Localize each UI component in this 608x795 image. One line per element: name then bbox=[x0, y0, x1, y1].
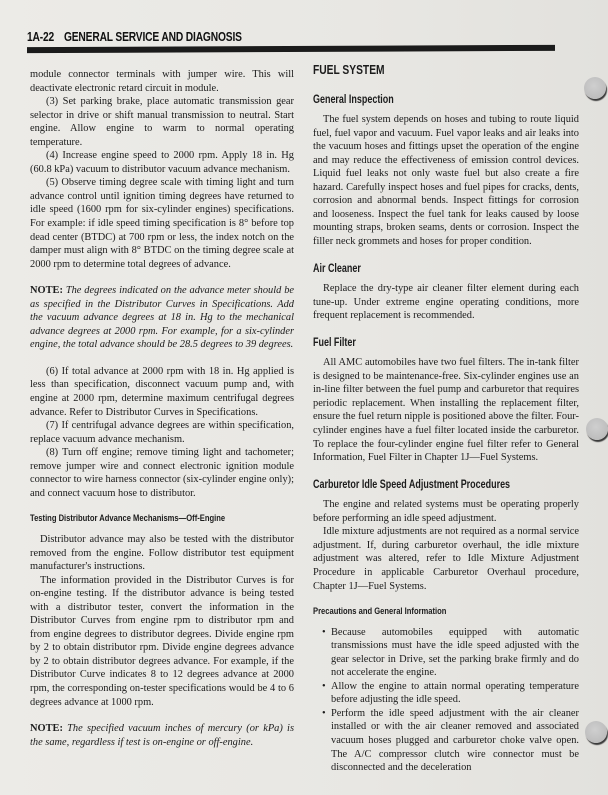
heading-precautions: Precautions and General Information bbox=[313, 606, 447, 618]
paragraph: Replace the dry-type air cleaner filter element during each tune-up. Under extreme engine operating conditions, more frequent replacement is recommended. bbox=[313, 283, 579, 322]
paragraph: Idle mixture adjustments are not required as a normal service adjustment. If, during carburetor overhaul, the idle mixture adjustment was altered, refer to Idle Mixture Adjustment Procedure in applicable Carburetor Overhaul procedure, Chapter 1J—Fuel Systems. bbox=[313, 526, 579, 592]
section-title-fuel-system: FUEL SYSTEM bbox=[313, 63, 385, 77]
note-text: The specified vacuum inches of mercury (or kPa) is the same, regardless if test is on-engine or off-engine. bbox=[30, 723, 294, 748]
heading-testing-off-engine: Testing Distributor Advance Mechanisms—Off-Engine bbox=[30, 513, 226, 525]
list-item: • Because automobiles equipped with automatic transmissions must have the idle speed adjusted with the gear selector in Drive, set the parking brake firmly and do not accelerate the engine. bbox=[331, 626, 579, 680]
heading-carburetor-idle: Carburetor Idle Speed Adjustment Procedures bbox=[313, 478, 511, 491]
note-advance-meter bbox=[30, 284, 294, 352]
precautions-list bbox=[313, 626, 579, 775]
right-column bbox=[313, 64, 579, 775]
page-number: 1A-22 bbox=[27, 30, 55, 44]
page-header bbox=[27, 30, 242, 44]
chapter-title: GENERAL SERVICE AND DIAGNOSIS bbox=[63, 30, 242, 44]
note-label: NOTE: bbox=[30, 723, 63, 735]
binder-hole-icon bbox=[584, 77, 606, 99]
paragraph: All AMC automobiles have two fuel filters. The in-tank filter is designed to be maintenance-free. Six-cylinder engines use an in-line filter between the fuel pump and carburetor that requires periodic replacement. When installing the replacement filter, ensure the fuel return nipple is positioned above the filter. Four-cylinder engines have a fuel filter located inside the carburetor. To replace the four-cylinder engine fuel filter refer to General Information, Fuel Filter in Chapter 1J—Fuel Systems. bbox=[313, 357, 579, 464]
step-7: (7) If centrifugal advance degrees are within specification, replace vacuum advance mechanism. bbox=[30, 420, 294, 445]
header-rule bbox=[27, 45, 555, 53]
step-6: (6) If total advance at 2000 rpm with 18 in. Hg applied is less than specification, disconnect vacuum pump and, with engine at 2000 rpm, determine maximum centrifugal degrees advance. Refer to Distributor Curves in Specifications. bbox=[30, 365, 294, 418]
step-5: (5) Observe timing degree scale with timing light and turn advance control until ignition timing degrees have returned to idle speed (1600 rpm for six-cylinder engines) specifications. For example: if idle speed timing specification is 8° before top dead center (BTDC) at 700 rpm or less, the index notch on the damper must align with 8° BTDC on the timing degree scale at 2000 rpm to determine total degrees of advance. bbox=[30, 177, 294, 270]
heading-general-inspection: General Inspection bbox=[313, 93, 394, 106]
paragraph: Distributor advance may also be tested with the distributor removed from the engine. Follow distributor test equipment manufacturer's instructions. bbox=[30, 533, 294, 573]
note-label: NOTE: bbox=[30, 285, 63, 297]
binder-hole-icon bbox=[585, 721, 607, 743]
note-text: The degrees indicated on the advance meter should be as specified in the Distributor Curves in Specifications. Add the vacuum advance degrees at 18 in. Hg to the mechanical advance degrees at 2000 rpm. For example, for a six-cylinder engine, the total advance should be 28.5 degrees to 39 degrees. bbox=[30, 285, 294, 351]
step-4: (4) Increase engine speed to 2000 rpm. Apply 18 in. Hg (60.8 kPa) vacuum to distributor vacuum advance mechanism. bbox=[30, 150, 294, 175]
paragraph: The information provided in the Distributor Curves is for on-engine testing. If the distributor advance is being tested with a distributor tester, convert the information in the Distributor Curves from engine rpm to distributor rpm and from engine degrees to distributor degrees. Divide engine rpm by 2 to obtain distributor rpm. Divide engine degrees advance by 2 to obtain distributor degrees advance. For example, if the Distributor Curve indicates 8 to 12 degrees advance at 2000 rpm, the corresponding on-tester specifications would be 4 to 6 degrees advance at 1000 rpm. bbox=[30, 574, 294, 708]
paragraph: The fuel system depends on hoses and tubing to route liquid fuel, fuel vapor and vacuum. Fuel vapor leaks and air leaks into the vacuum hoses and fittings upset the operation of the engine and may reduce the effectiveness of emission control devices. Liquid fuel leaks not only waste fuel but also create a fire hazard. Carefully inspect hoses and fuel pipes for cracks, dents, corrosion and abnormal bends. Inspect fittings for corrosion and looseness. Inspect the fuel tank for leaks caused by loose mounting straps, broken seams, dents or corrosion. Inspect the filler neck grommets and hoses for proper condition. bbox=[313, 114, 579, 248]
heading-air-cleaner: Air Cleaner bbox=[313, 262, 361, 275]
binder-hole-icon bbox=[586, 418, 608, 440]
paragraph: module connector terminals with jumper wire. This will deactivate electronic retard circuit in module. bbox=[30, 69, 294, 94]
paragraph: The engine and related systems must be operating properly before performing an idle speed adjustment. bbox=[313, 499, 579, 524]
list-item: • Perform the idle speed adjustment with the air cleaner installed or with the air cleaner removed and associated vacuum hoses plugged and carburetor choke valve open. The A/C compressor clutch wire connector must be disconnected and the deceleration bbox=[331, 707, 579, 775]
note-vacuum bbox=[30, 722, 294, 749]
step-8: (8) Turn off engine; remove timing light and tachometer; remove jumper wire and connect electronic ignition module connector to wire harness connector (six-cylinder engine only); and connect vacuum hose to distributor. bbox=[30, 447, 294, 499]
left-column bbox=[30, 68, 294, 762]
heading-fuel-filter: Fuel Filter bbox=[313, 336, 356, 349]
step-3: (3) Set parking brake, place automatic transmission gear selector in drive or shift manual transmission to neutral. Start engine. Allow engine to warm to normal operating temperature. bbox=[30, 96, 294, 148]
list-item: • Allow the engine to attain normal operating temperature before adjusting the idle speed. bbox=[331, 680, 579, 707]
